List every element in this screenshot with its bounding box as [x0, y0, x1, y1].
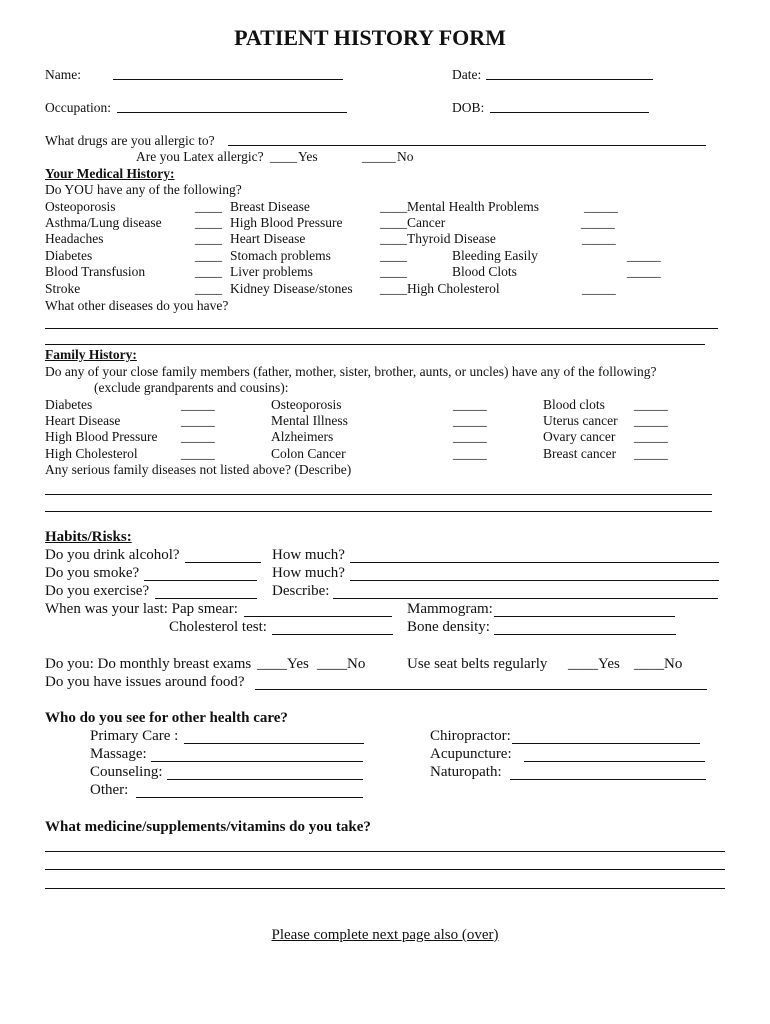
food-question: Do you have issues around food? — [45, 674, 245, 690]
exercise-describe-field[interactable] — [333, 598, 718, 599]
smoke-question: Do you smoke? — [45, 565, 140, 581]
naturopath-label: Naturopath: — [430, 764, 502, 780]
mammogram-field[interactable] — [494, 616, 675, 617]
family-exclude-note: (exclude grandparents and cousins): — [94, 380, 289, 395]
family-checkbox-blank[interactable]: _____ — [181, 413, 215, 428]
medical-checkbox-blank[interactable]: _____ — [582, 281, 616, 296]
acupuncture-label: Acupuncture: — [430, 746, 512, 762]
naturopath-field[interactable] — [510, 779, 706, 780]
allergy-field[interactable] — [228, 145, 706, 146]
medical-checkbox-blank[interactable]: _____ — [581, 215, 615, 230]
seat-belts-yes-blank[interactable]: ____ — [568, 656, 598, 672]
smoke-field[interactable] — [144, 580, 257, 581]
medical-checkbox-blank[interactable]: ____ — [195, 264, 222, 279]
family-item: High Cholesterol — [45, 446, 138, 461]
family-item: Mental Illness — [271, 413, 348, 428]
family-checkbox-blank[interactable]: _____ — [453, 397, 487, 412]
breast-exams-no-label: No — [347, 656, 366, 672]
dob-field[interactable] — [490, 112, 649, 113]
family-item: Heart Disease — [45, 413, 121, 428]
latex-question: Are you Latex allergic? — [136, 149, 264, 164]
counseling-field[interactable] — [167, 779, 363, 780]
alcohol-how-much-field[interactable] — [350, 562, 719, 563]
family-item: Uterus cancer — [543, 413, 618, 428]
exercise-question: Do you exercise? — [45, 583, 150, 599]
date-label: Date: — [452, 67, 482, 82]
name-field[interactable] — [113, 79, 343, 80]
alcohol-how-much-label: How much? — [272, 547, 345, 563]
family-item: Alzheimers — [271, 429, 334, 444]
food-field[interactable] — [255, 689, 707, 690]
medical-item-with-blank[interactable]: ____High Cholesterol — [380, 281, 500, 296]
medical-item: Breast Disease — [230, 199, 310, 214]
alcohol-question: Do you drink alcohol? — [45, 547, 180, 563]
exercise-field[interactable] — [155, 598, 257, 599]
family-checkbox-blank[interactable]: _____ — [634, 413, 668, 428]
pap-smear-label: When was your last: Pap smear: — [45, 601, 238, 617]
breast-exams-yes-label: Yes — [287, 656, 309, 672]
health-care-heading: Who do you see for other health care? — [45, 710, 288, 726]
medical-checkbox-blank[interactable]: ____ — [195, 281, 222, 296]
family-checkbox-blank[interactable]: _____ — [453, 413, 487, 428]
seat-belts-yes-label: Yes — [598, 656, 620, 672]
medical-item-with-blank[interactable]: ____Thyroid Disease — [380, 231, 496, 246]
medical-history-heading: Your Medical History: — [45, 166, 175, 181]
family-item: Colon Cancer — [271, 446, 346, 461]
medical-item-with-blank[interactable]: ____Mental Health Problems — [380, 199, 539, 214]
medical-item: Diabetes — [45, 248, 93, 263]
medical-item: Osteoporosis — [45, 199, 116, 214]
medical-item-with-blank[interactable]: ____Cancer — [380, 215, 446, 230]
medical-checkbox-blank[interactable]: ____ — [380, 264, 407, 279]
medicine-line[interactable] — [45, 851, 725, 852]
name-label: Name: — [45, 67, 81, 82]
medical-item: Blood Clots — [452, 264, 517, 279]
breast-exams-question: Do you: Do monthly breast exams — [45, 656, 252, 672]
family-checkbox-blank[interactable]: _____ — [181, 397, 215, 412]
date-field[interactable] — [486, 79, 653, 80]
smoke-how-much-label: How much? — [272, 565, 345, 581]
page-title: PATIENT HISTORY FORM — [234, 25, 506, 50]
family-item: Ovary cancer — [543, 429, 616, 444]
breast-exams-yes-blank[interactable]: ____ — [257, 656, 287, 672]
other-diseases-line[interactable] — [45, 328, 718, 329]
family-checkbox-blank[interactable]: _____ — [634, 429, 668, 444]
latex-yes-label: Yes — [298, 149, 318, 164]
family-other-line[interactable] — [45, 494, 712, 495]
other-care-field[interactable] — [136, 797, 363, 798]
family-history-heading: Family History: — [45, 347, 137, 362]
medical-item: Heart Disease — [230, 231, 306, 246]
medical-item: Stroke — [45, 281, 81, 296]
medical-checkbox-blank[interactable]: _____ — [627, 248, 661, 263]
medicine-line[interactable] — [45, 869, 725, 870]
medical-item: Asthma/Lung disease — [45, 215, 162, 230]
chiropractor-label: Chiropractor: — [430, 728, 511, 744]
medical-checkbox-blank[interactable]: ____ — [380, 248, 407, 263]
bone-density-field[interactable] — [494, 634, 676, 635]
acupuncture-field[interactable] — [524, 761, 705, 762]
medicine-heading: What medicine/supplements/vitamins do you take? — [45, 819, 371, 835]
medical-item: Blood Transfusion — [45, 264, 146, 279]
medical-checkbox-blank[interactable]: ____ — [195, 248, 222, 263]
family-checkbox-blank[interactable]: _____ — [181, 446, 215, 461]
medicine-line[interactable] — [45, 888, 725, 889]
medical-item: High Blood Pressure — [230, 215, 343, 230]
medical-checkbox-blank[interactable]: _____ — [627, 264, 661, 279]
family-checkbox-blank[interactable]: _____ — [453, 446, 487, 461]
alcohol-field[interactable] — [185, 562, 261, 563]
primary-care-field[interactable] — [184, 743, 364, 744]
bone-density-label: Bone density: — [407, 619, 490, 635]
allergy-question: What drugs are you allergic to? — [45, 133, 215, 148]
breast-exams-no-blank[interactable]: ____ — [317, 656, 347, 672]
medical-checkbox-blank[interactable]: _____ — [582, 231, 616, 246]
medical-item: Headaches — [45, 231, 104, 246]
smoke-how-much-field[interactable] — [350, 580, 719, 581]
massage-field[interactable] — [151, 761, 363, 762]
family-checkbox-blank[interactable]: _____ — [453, 429, 487, 444]
family-item: Blood clots — [543, 397, 605, 412]
habits-heading: Habits/Risks: — [45, 529, 132, 545]
family-question: Do any of your close family members (father, mother, sister, brother, aunts, or uncles) have any of the following? — [45, 364, 657, 379]
medical-item: Kidney Disease/stones — [230, 281, 353, 296]
medical-checkbox-blank[interactable]: ____ — [195, 231, 222, 246]
other-diseases-question: What other diseases do you have? — [45, 298, 229, 313]
latex-no-blank[interactable]: _____ — [362, 149, 396, 164]
occupation-field[interactable] — [117, 112, 347, 113]
family-item: High Blood Pressure — [45, 429, 158, 444]
cholesterol-test-label: Cholesterol test: — [169, 619, 267, 635]
massage-label: Massage: — [90, 746, 147, 762]
primary-care-label: Primary Care : — [90, 728, 179, 744]
cholesterol-test-field[interactable] — [272, 634, 393, 635]
medical-checkbox-blank[interactable]: ____ — [195, 199, 222, 214]
medical-item: Liver problems — [230, 264, 313, 279]
exercise-describe-label: Describe: — [272, 583, 330, 599]
other-care-label: Other: — [90, 782, 129, 798]
family-other-line[interactable] — [45, 511, 712, 512]
seat-belts-question: Use seat belts regularly — [407, 656, 548, 672]
family-item: Diabetes — [45, 397, 93, 412]
mammogram-label: Mammogram: — [407, 601, 493, 617]
medical-item: Bleeding Easily — [452, 248, 538, 263]
dob-label: DOB: — [452, 100, 485, 115]
other-diseases-line[interactable] — [45, 344, 705, 345]
chiropractor-field[interactable] — [512, 743, 700, 744]
seat-belts-no-label: No — [664, 656, 683, 672]
footer-note: Please complete next page also (over) — [271, 927, 499, 943]
family-checkbox-blank[interactable]: _____ — [181, 429, 215, 444]
medical-question: Do YOU have any of the following? — [45, 182, 242, 197]
latex-yes-blank[interactable]: ____ — [270, 149, 297, 164]
medical-checkbox-blank[interactable]: _____ — [584, 199, 618, 214]
family-checkbox-blank[interactable]: _____ — [634, 397, 668, 412]
family-item: Breast cancer — [543, 446, 617, 461]
occupation-label: Occupation: — [45, 100, 111, 115]
seat-belts-no-blank[interactable]: ____ — [634, 656, 664, 672]
latex-no-label: No — [397, 149, 414, 164]
medical-checkbox-blank[interactable]: ____ — [195, 215, 222, 230]
pap-smear-field[interactable] — [244, 616, 392, 617]
family-checkbox-blank[interactable]: _____ — [634, 446, 668, 461]
counseling-label: Counseling: — [90, 764, 163, 780]
medical-item: Stomach problems — [230, 248, 331, 263]
family-other-question: Any serious family diseases not listed above? (Describe) — [45, 462, 352, 477]
family-item: Osteoporosis — [271, 397, 342, 412]
